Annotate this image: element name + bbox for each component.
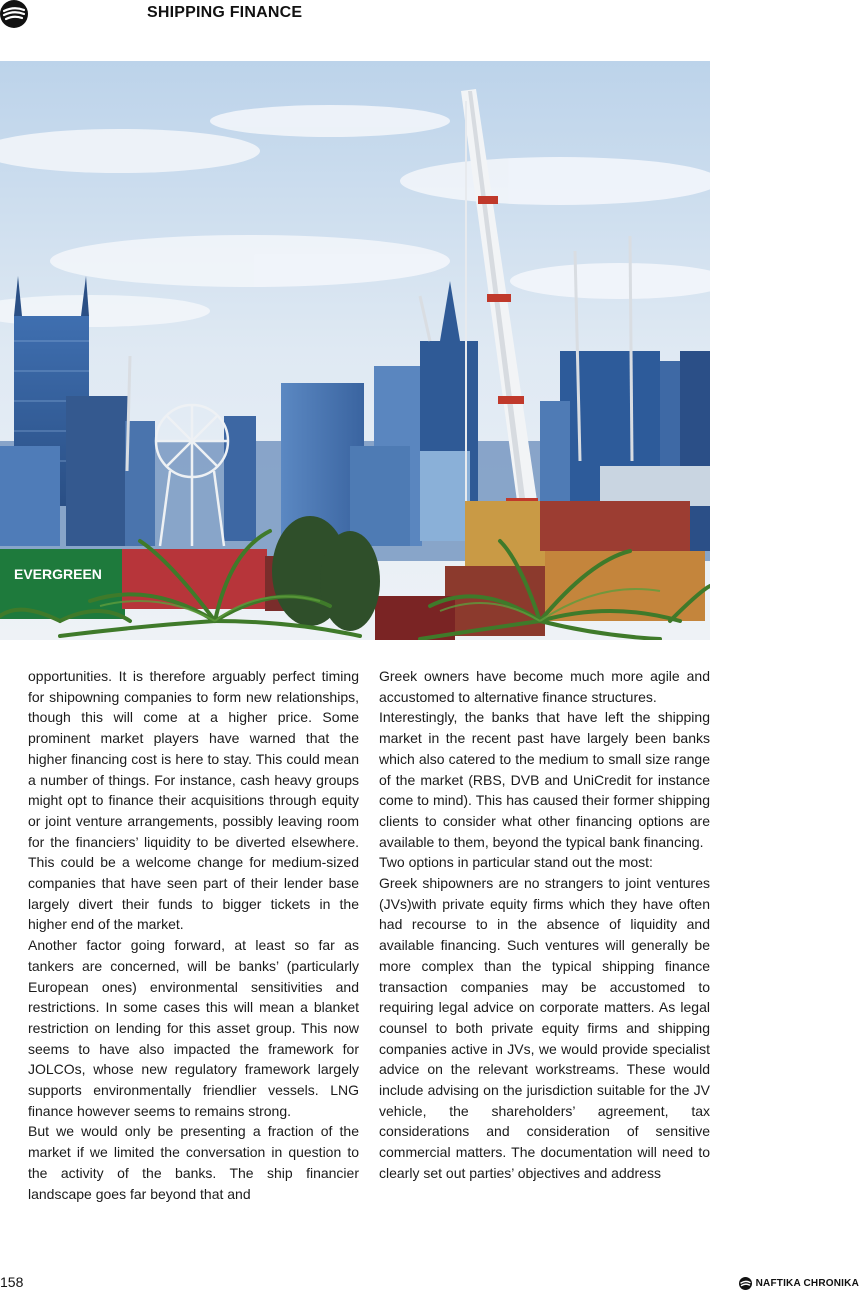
- paragraph: Another factor going forward, at least so far as tankers are concerned, will be banks’ (particularly European ones) environmental sensitivities and restrictions. In some cases this will mean a blanket restriction on lending for this asset group. This now seems to have also impacted the framework for JOLCOs, whose new regulatory framework largely supports environmentally friendlier vessels. LNG finance however seems to remains strong.: [28, 937, 359, 1119]
- evergreen-container-sign: EVERGREEN: [14, 566, 102, 582]
- page-number: 158: [0, 1274, 24, 1290]
- magazine-logo-icon: [0, 0, 28, 28]
- paragraph: Two options in particular stand out the most:: [379, 854, 653, 871]
- naftika-chronika-logo-icon: [739, 1277, 752, 1290]
- paragraph: But we would only be presenting a fraction of the market if we limited the conversation in question to the activity of the banks. The ship financier landscape goes far beyond that and: [28, 1123, 359, 1202]
- section-title: SHIPPING FINANCE: [147, 4, 303, 21]
- article-right-column: [379, 666, 710, 1184]
- paragraph: Greek shipowners are no strangers to joint ventures (JVs)with private equity firms which they have often had recourse to in the absence of liquidity and available financing. Such ventures will generally be more complex than the typical shipping finance transaction companies may be accustomed to requiring legal advice on corporate matters. As legal counsel to both private equity firms and shipping companies active in JVs, we would provide specialist advice on the relevant workstreams. These would include advising on the jurisdiction suitable for the JV vehicle, the shareholders’ agreement, tax considerations and consideration of sensitive commercial matters. The documentation will need to clearly set out parties’ objectives and address: [379, 875, 710, 1181]
- hero-photo: [0, 61, 710, 640]
- paragraph: Greek owners have become much more agile and accustomed to alternative finance structures.: [379, 668, 710, 705]
- brand-name: NAFTIKA CHRONIKA: [755, 1277, 859, 1289]
- paragraph: opportunities. It is therefore arguably perfect timing for shipowning companies to form new relationships, though this will come at a higher price. Some prominent market players have warned that the higher financing cost is here to stay. This could mean a number of things. For instance, cash heavy groups might opt to finance their acquisitions through equity or joint venture arrangements, possibly leaving room for the financiers’ liquidity to be diverted elsewhere. This could be a welcome change for medium-sized companies that have seen part of their lender base largely divert their funds to bigger tickets in the higher end of the market.: [28, 668, 359, 933]
- paragraph: Interestingly, the banks that have left the shipping market in the recent past have largely been banks which also catered to the medium to small size range of the market (RBS, DVB and UniCredit for instance come to mind). This has caused their former shipping clients to consider what other financing options are available to them, beyond the typical bank financing.: [379, 709, 710, 850]
- article-left-column: [28, 666, 359, 1204]
- footer-brand: [739, 1276, 859, 1290]
- page-header: [0, 0, 860, 30]
